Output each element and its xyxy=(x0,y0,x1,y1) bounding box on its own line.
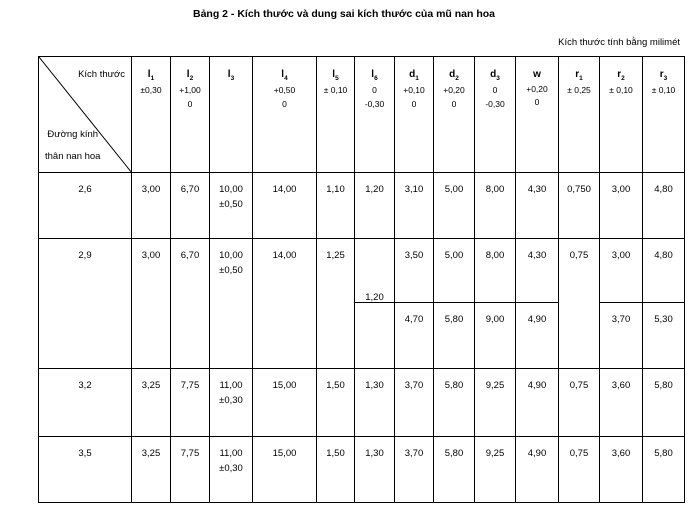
cell-r2: 3,60 xyxy=(600,369,643,437)
cell-l2: 7,75 xyxy=(171,437,210,503)
cell-l6: 1,30 xyxy=(355,437,395,503)
cell-l6: 1,30 xyxy=(355,369,395,437)
col-header-d2: $d_2$ +0,20 0 xyxy=(434,57,475,173)
cell-r2: 3,00 xyxy=(600,239,643,303)
cell-d2: 5,80 xyxy=(434,437,475,503)
table-row xyxy=(39,369,685,437)
cell-r3: 4,80 xyxy=(643,173,685,239)
cell-r1: 0,750 xyxy=(559,173,600,239)
cell-l3: 10,00 ±0,50 xyxy=(210,173,253,239)
diameter-cell: 3,5 xyxy=(39,437,132,503)
diameter-cell: 3,2 xyxy=(39,369,132,437)
col-header-l3: $l_3$ xyxy=(210,57,253,173)
dimension-table xyxy=(38,56,685,503)
cell-l3: 11,00 ±0,30 xyxy=(210,437,253,503)
cell-r1: 0,75 xyxy=(559,369,600,437)
unit-note: Kích thước tính bằng milimét xyxy=(558,37,680,48)
cell-l2: 6,70 xyxy=(171,173,210,239)
col-header-l6: $l_6$ 0 -0,30 xyxy=(355,57,395,173)
corner-cell xyxy=(39,57,132,173)
cell-d3: 9,25 xyxy=(475,437,516,503)
cell-d1: 3,70 xyxy=(395,437,434,503)
col-header-r2: $r_2$ ± 0,10 xyxy=(600,57,643,173)
cell-w: 4,90 xyxy=(516,369,559,437)
diameter-cell: 2,6 xyxy=(39,173,132,239)
col-header-l5: $l_5$ ± 0,10 xyxy=(317,57,355,173)
diameter-cell: 2,9 xyxy=(39,239,132,369)
cell-d2: 5,00 xyxy=(434,173,475,239)
cell-d2: 5,80 xyxy=(434,369,475,437)
cell-w: 4,90 xyxy=(516,437,559,503)
corner-label-dimension: Kích thước xyxy=(78,69,125,80)
col-header-r3: $r_3$ ± 0,10 xyxy=(643,57,685,173)
cell-l5: 1,50 xyxy=(317,437,355,503)
cell-l1: 3,00 xyxy=(132,239,171,369)
cell-l1: 3,00 xyxy=(132,173,171,239)
cell-l1: 3,25 xyxy=(132,437,171,503)
col-header-w: w +0,20 0 xyxy=(516,57,559,173)
cell-r3: 5,80 xyxy=(643,437,685,503)
cell-r2: 3,70 xyxy=(600,303,643,369)
cell-d3: 8,00 xyxy=(475,239,516,303)
cell-r3: 5,30 xyxy=(643,303,685,369)
col-header-d3: $d_3$ 0 -0,30 xyxy=(475,57,516,173)
cell-r3: 4,80 xyxy=(643,239,685,303)
cell-d1: 3,50 xyxy=(395,239,434,303)
cell-l4: 15,00 xyxy=(253,369,317,437)
col-header-l2: $l_2$ +1,00 0 xyxy=(171,57,210,173)
cell-l1: 3,25 xyxy=(132,369,171,437)
col-header-r1: $r_1$ ± 0,25 xyxy=(559,57,600,173)
cell-d1: 3,10 xyxy=(395,173,434,239)
cell-w: 4,30 xyxy=(516,173,559,239)
cell-l3: 11,00 ±0,30 xyxy=(210,369,253,437)
cell-d3: 9,25 xyxy=(475,369,516,437)
cell-d1: 3,70 xyxy=(395,369,434,437)
cell-r2: 3,60 xyxy=(600,437,643,503)
cell-l6: 1,20 xyxy=(355,303,395,369)
cell-l5: 1,25 xyxy=(317,239,355,369)
table-row xyxy=(39,173,685,239)
cell-l2: 6,70 xyxy=(171,239,210,369)
cell-r2: 3,00 xyxy=(600,173,643,239)
table-row xyxy=(39,239,685,303)
cell-l4: 14,00 xyxy=(253,173,317,239)
cell-l5: 1,50 xyxy=(317,369,355,437)
cell-l4: 15,00 xyxy=(253,437,317,503)
cell-w: 4,90 xyxy=(516,303,559,369)
cell-w: 4,30 xyxy=(516,239,559,303)
cell-l4: 14,00 xyxy=(253,239,317,369)
cell-r1: 0,75 xyxy=(559,437,600,503)
table-title: Bảng 2 - Kích thước và dung sai kích thước của mũ nan hoa xyxy=(192,8,496,20)
cell-r3: 5,80 xyxy=(643,369,685,437)
col-header-d1: $d_1$ +0,10 0 xyxy=(395,57,434,173)
table-row xyxy=(39,437,685,503)
cell-d2: 5,00 xyxy=(434,239,475,303)
cell-l5: 1,10 xyxy=(317,173,355,239)
col-header-l1: $l_1$ ±0,30 xyxy=(132,57,171,173)
cell-r1: 0,75 xyxy=(559,239,600,369)
cell-d1: 4,70 xyxy=(395,303,434,369)
col-header-l4: $l_4$ +0,50 0 xyxy=(253,57,317,173)
cell-d3: 8,00 xyxy=(475,173,516,239)
cell-d3: 9,00 xyxy=(475,303,516,369)
cell-l6: 1,20 xyxy=(355,173,395,239)
cell-l3: 10,00 ±0,50 xyxy=(210,239,253,369)
header-row xyxy=(39,57,685,173)
corner-label-diameter: Đường kính thân nan hoa xyxy=(45,129,101,162)
cell-l2: 7,75 xyxy=(171,369,210,437)
cell-d2: 5,80 xyxy=(434,303,475,369)
